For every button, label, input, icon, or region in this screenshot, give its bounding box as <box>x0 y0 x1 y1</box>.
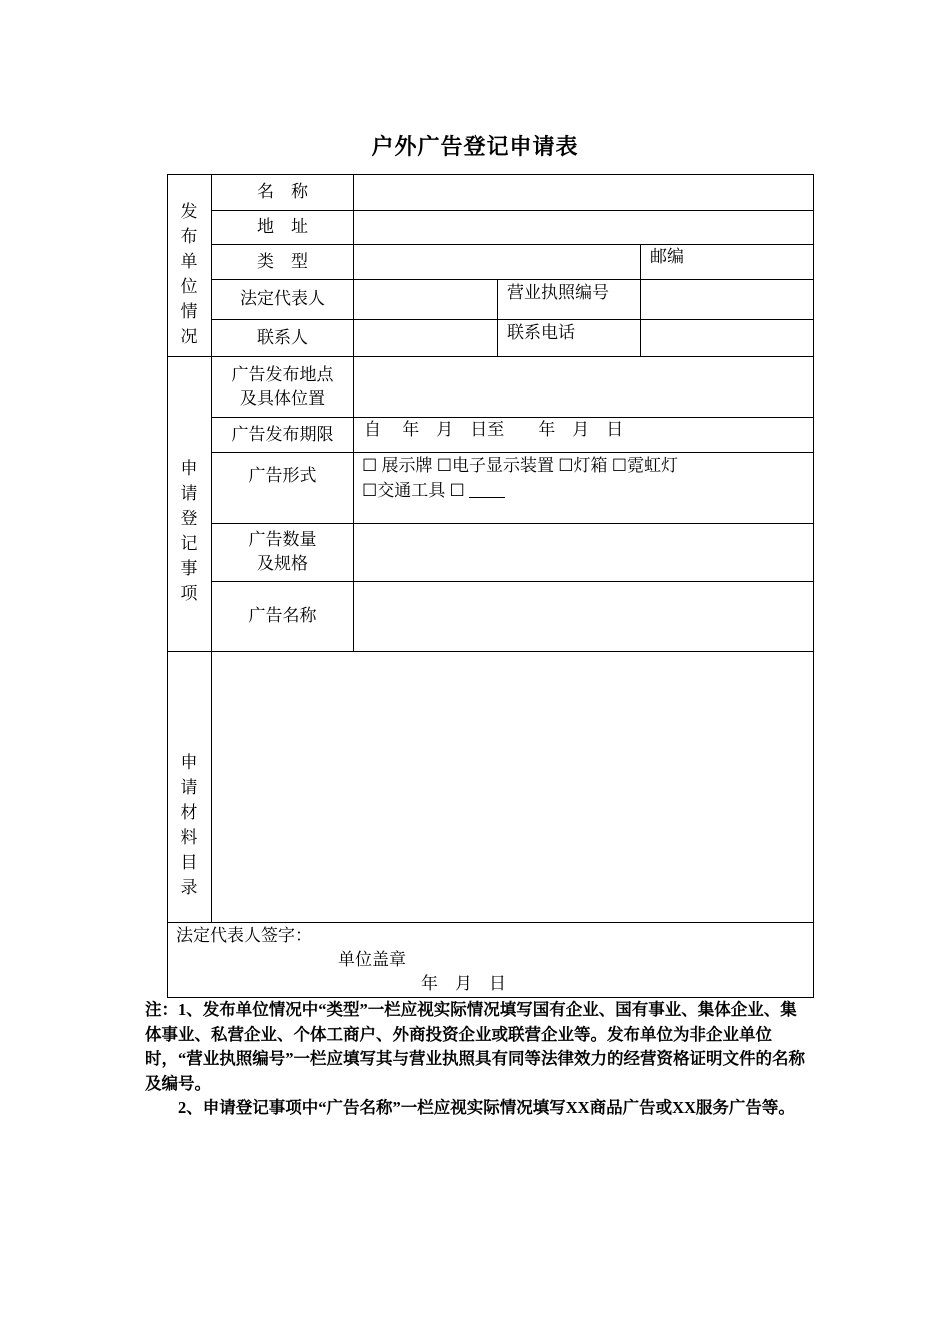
table-border <box>211 452 814 453</box>
period-label: 广告发布期限 <box>231 425 334 444</box>
table-border <box>497 279 498 357</box>
other-form-blank[interactable] <box>469 479 505 498</box>
form-label: 广告形式 <box>248 466 317 485</box>
period-value: 自 年 月 日至 年 月 日 <box>364 420 624 439</box>
section-header-registration <box>167 456 211 606</box>
table-border <box>353 174 354 651</box>
header-char: 记 <box>180 534 198 553</box>
note-2: 2、申请登记事项中“广告名称”一栏应视实际情况填写XX商品广告或XX服务广告等。 <box>178 1098 795 1117</box>
table-border <box>813 174 814 998</box>
type-label: 类 型 <box>257 252 308 271</box>
table-border <box>167 651 814 652</box>
header-char: 料 <box>180 828 198 847</box>
header-char: 项 <box>180 584 198 603</box>
table-border <box>167 174 814 175</box>
header-char: 发 <box>180 202 198 221</box>
postcode-label: 邮编 <box>650 247 684 266</box>
location-label-line: 广告发布地点 <box>231 365 334 384</box>
quantity-label-line: 广告数量 <box>248 530 317 549</box>
header-char: 位 <box>180 277 198 296</box>
header-char: 目 <box>180 853 198 872</box>
phone-label: 联系电话 <box>507 323 575 342</box>
header-char: 申 <box>180 459 198 478</box>
table-border <box>211 319 814 320</box>
table-border <box>211 244 814 245</box>
signature-date: 年 月 日 <box>421 974 506 993</box>
form-options-line1[interactable]: ☐ 展示牌 ☐电子显示装置 ☐灯箱 ☐霓虹灯 <box>362 456 678 475</box>
signature-label: 法定代表人签字： <box>176 926 312 945</box>
notes <box>145 998 805 1121</box>
seal-label: 单位盖章 <box>338 950 406 969</box>
section-header-materials <box>167 750 211 900</box>
table-border <box>167 356 814 357</box>
header-char: 申 <box>180 753 198 772</box>
header-char: 况 <box>180 327 198 346</box>
header-char: 事 <box>180 559 198 578</box>
header-char: 布 <box>180 227 198 246</box>
quantity-label <box>212 528 353 576</box>
form-options-text: ☐交通工具 ☐ <box>362 481 465 500</box>
header-char: 材 <box>180 803 198 822</box>
header-char: 单 <box>180 252 198 271</box>
ad-name-label: 广告名称 <box>248 606 317 625</box>
form-options-line2[interactable] <box>362 479 505 503</box>
table-border <box>640 244 641 357</box>
table-border <box>211 210 814 211</box>
address-label: 地 址 <box>257 217 308 236</box>
header-char: 登 <box>180 509 198 528</box>
name-label: 名 称 <box>257 182 308 201</box>
license-label: 营业执照编号 <box>507 283 609 302</box>
location-label-line: 及具体位置 <box>240 389 325 408</box>
note-1: 注：1、发布单位情况中“类型”一栏应视实际情况填写国有企业、国有事业、集体企业、集体事业、私营企业、个体工商户、外商投资企业或联营企业等。发布单位为非企业单位时，“营业执照编号”一栏应填写其与营业执照具有同等法律效力的经营资格证明文件的名称及编号。 <box>145 1000 805 1093</box>
table-border <box>167 922 814 923</box>
legal-rep-label: 法定代表人 <box>240 289 325 308</box>
table-border <box>211 581 814 582</box>
section-header-publisher <box>167 199 211 349</box>
header-char: 录 <box>180 878 198 897</box>
table-border <box>211 279 814 280</box>
header-char: 情 <box>180 302 198 321</box>
page-title: 户外广告登记申请表 <box>371 134 579 159</box>
header-char: 请 <box>180 484 198 503</box>
table-border <box>211 523 814 524</box>
header-char: 请 <box>180 778 198 797</box>
quantity-label-line: 及规格 <box>257 554 308 573</box>
contact-label: 联系人 <box>257 328 308 347</box>
location-label <box>212 363 353 411</box>
